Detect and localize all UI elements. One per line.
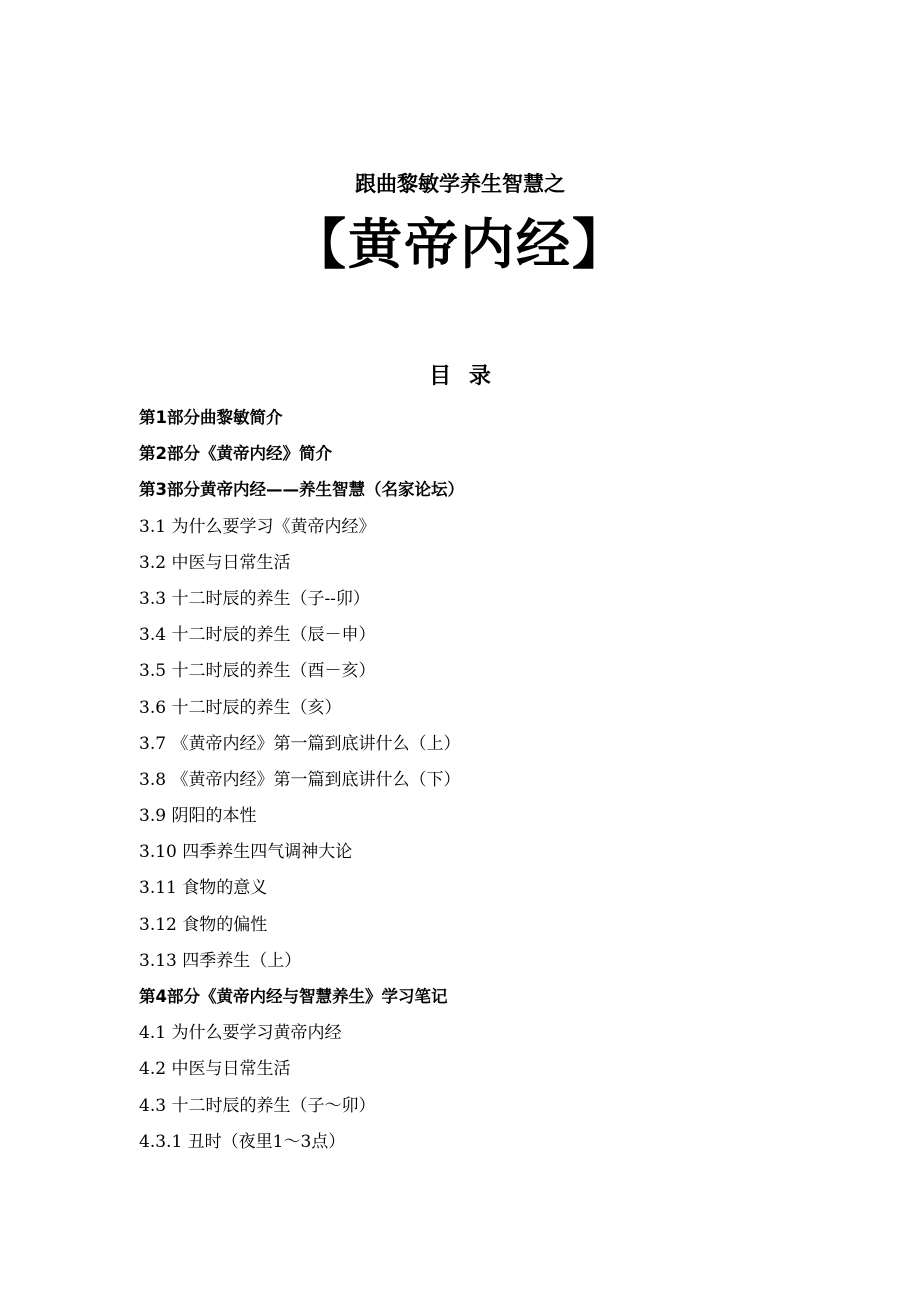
- toc-entry[interactable]: 3.3 十二时辰的养生（子--卯）: [139, 588, 370, 609]
- toc-entry[interactable]: 3.1 为什么要学习《黄帝内经》: [139, 516, 376, 537]
- toc-entry[interactable]: 3.5 十二时辰的养生（酉－亥）: [139, 661, 376, 682]
- toc-heading: 目 录: [429, 364, 491, 389]
- toc-entry[interactable]: 第2部分《黄帝内经》简介: [139, 444, 332, 464]
- toc-entry[interactable]: 3.10 四季养生四气调神大论: [139, 842, 353, 863]
- toc-entry[interactable]: 4.3.1 丑时（夜里1～3点）: [139, 1131, 346, 1152]
- toc-entry[interactable]: 3.12 食物的偏性: [139, 914, 268, 935]
- toc-entry[interactable]: 3.6 十二时辰的养生（亥）: [139, 697, 342, 718]
- toc-entry[interactable]: 第1部分曲黎敏简介: [139, 408, 283, 427]
- toc-entry[interactable]: 3.4 十二时辰的养生（辰－申）: [139, 625, 376, 646]
- toc-entry[interactable]: 3.8 《黄帝内经》第一篇到底讲什么（下）: [139, 769, 461, 790]
- toc-entry[interactable]: 4.3 十二时辰的养生（子～卯）: [139, 1095, 376, 1116]
- table-of-contents: [139, 400, 839, 1160]
- toc-entry[interactable]: 第3部分黄帝内经——养生智慧（名家论坛）: [139, 480, 464, 500]
- toc-entry[interactable]: 3.7 《黄帝内经》第一篇到底讲什么（上）: [139, 733, 461, 754]
- document-subtitle: 跟曲黎敏学养生智慧之: [355, 172, 565, 196]
- toc-entry[interactable]: 第4部分《黄帝内经与智慧养生》学习笔记: [139, 987, 448, 1006]
- toc-entry[interactable]: 3.11 食物的意义: [139, 878, 268, 899]
- toc-entry[interactable]: 4.1 为什么要学习黄帝内经: [139, 1023, 342, 1044]
- toc-entry[interactable]: 3.9 阴阳的本性: [139, 806, 257, 827]
- toc-entry[interactable]: 3.13 四季养生（上）: [139, 950, 302, 971]
- toc-entry[interactable]: 4.2 中医与日常生活: [139, 1059, 291, 1080]
- document-title: 【黄帝内经】: [292, 213, 628, 276]
- toc-entry[interactable]: 3.2 中医与日常生活: [139, 552, 291, 573]
